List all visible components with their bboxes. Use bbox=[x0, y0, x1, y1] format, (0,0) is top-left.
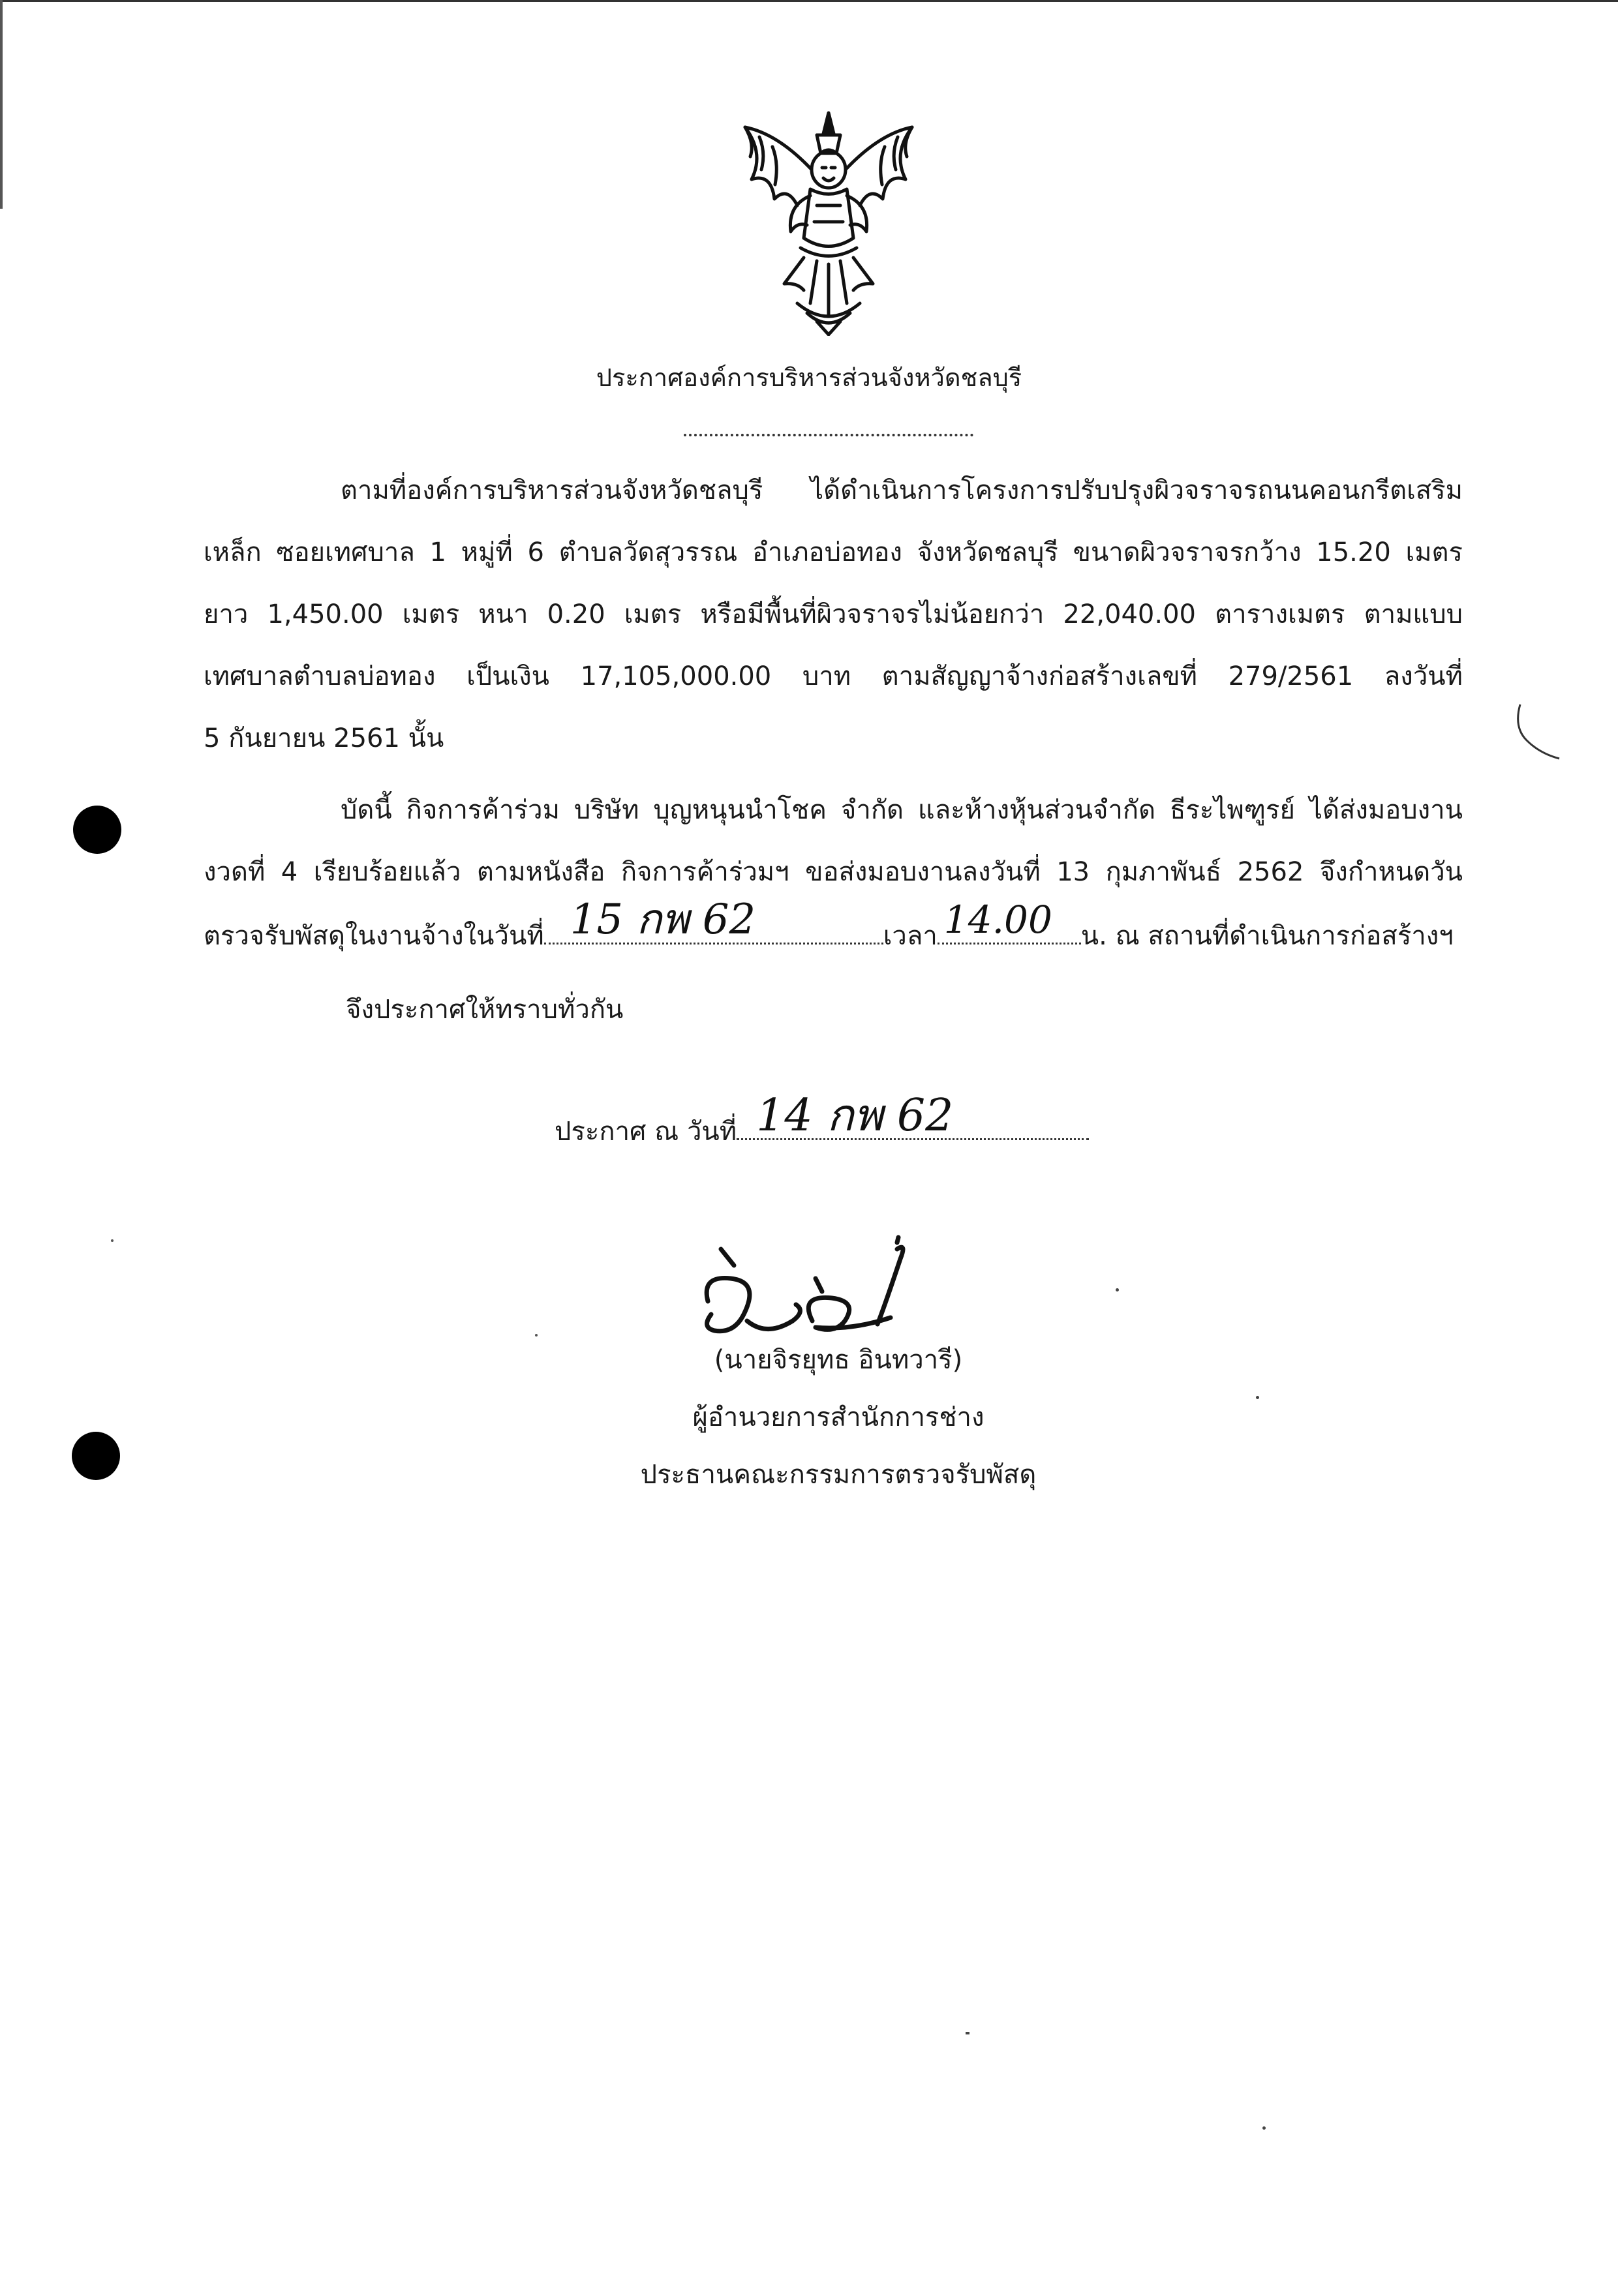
signer-role: ประธานคณะกรรมการตรวจรับพัสดุ bbox=[640, 1460, 1037, 1490]
scan-edge-left bbox=[0, 0, 3, 209]
scan-speck bbox=[111, 1239, 114, 1242]
paragraph-line: เทศบาลตำบลบ่อทอง เป็นเงิน 17,105,000.00 บาท ตามสัญญาจ้างก่อสร้างเลขที่ 279/2561 ลงวันที่ bbox=[204, 661, 1463, 691]
punch-hole bbox=[73, 806, 121, 854]
inspection-time-handwritten: 14.00 bbox=[943, 898, 1052, 942]
document-title: ประกาศองค์การบริหารส่วนจังหวัดชลบุรี bbox=[596, 363, 1022, 392]
announcement-date-label: ประกาศ ณ วันที่ bbox=[555, 1117, 737, 1147]
announcement-date-line bbox=[555, 1090, 1089, 1152]
handwritten-signature bbox=[682, 1223, 988, 1353]
signer-name: (นายจิรยุทธ อินทวารี) bbox=[714, 1345, 963, 1375]
scan-mark bbox=[1514, 701, 1566, 766]
scan-speck bbox=[535, 1334, 538, 1337]
announcement-date-handwritten: 14 กพ 62 bbox=[756, 1090, 954, 1141]
inspection-date-handwritten: 15 กพ 62 bbox=[570, 896, 756, 944]
paragraph-line: บัดนี้ กิจการค้าร่วม บริษัท บุญหนุนนำโชค จำกัด และห้างหุ้นส่วนจำกัด ธีระไพฑูรย์ ได้ส่งมอบงาน bbox=[341, 795, 1463, 825]
signer-position: ผู้อำนวยการสำนักการช่าง bbox=[692, 1402, 985, 1432]
inspection-line bbox=[204, 896, 1463, 965]
inspection-time-label: เวลา bbox=[883, 921, 938, 951]
closing-text: จึงประกาศให้ทราบทั่วกัน bbox=[346, 995, 624, 1025]
paragraph-line: ยาว 1,450.00 เมตร หนา 0.20 เมตร หรือมีพื้นที่ผิวจราจรไม่น้อยกว่า 22,040.00 ตารางเมตร ตามแบบ bbox=[204, 599, 1463, 629]
scan-speck bbox=[966, 2032, 969, 2034]
inspection-date-label: ตรวจรับพัสดุในงานจ้างในวันที่ bbox=[204, 921, 544, 951]
scan-speck bbox=[1262, 2126, 1266, 2130]
paragraph-line: 5 กันยายน 2561 นั้น bbox=[204, 723, 444, 753]
inspection-time-field bbox=[938, 898, 1081, 944]
announcement-date-field bbox=[737, 1090, 1089, 1141]
paragraph-line: ตามที่องค์การบริหารส่วนจังหวัดชลบุรี ได้ดำเนินการโครงการปรับปรุงผิวจราจรถนนคอนกรีตเสริม bbox=[341, 476, 1463, 506]
scan-speck bbox=[1116, 1288, 1119, 1292]
paragraph-delivery bbox=[204, 779, 1463, 965]
paragraph-project bbox=[204, 460, 1463, 770]
title-dotted-rule bbox=[684, 434, 973, 436]
punch-hole bbox=[72, 1432, 120, 1480]
scan-speck bbox=[1256, 1396, 1259, 1399]
inspection-date-field bbox=[544, 896, 883, 944]
inspection-place-text: น. ณ สถานที่ดำเนินการก่อสร้างฯ bbox=[1080, 921, 1454, 951]
garuda-emblem-icon bbox=[725, 108, 932, 336]
paragraph-line: เหล็ก ซอยเทศบาล 1 หมู่ที่ 6 ตำบลวัดสุวรรณ อำเภอบ่อทอง จังหวัดชลบุรี ขนาดผิวจราจรกว้าง 15.20 เมตร bbox=[204, 537, 1463, 567]
paragraph-line: งวดที่ 4 เรียบร้อยแล้ว ตามหนังสือ กิจการค้าร่วมฯ ขอส่งมอบงานลงวันที่ 13 กุมภาพันธ์ 2562 จึงกำหนดวัน bbox=[204, 857, 1463, 887]
scan-edge-top bbox=[0, 0, 1618, 2]
